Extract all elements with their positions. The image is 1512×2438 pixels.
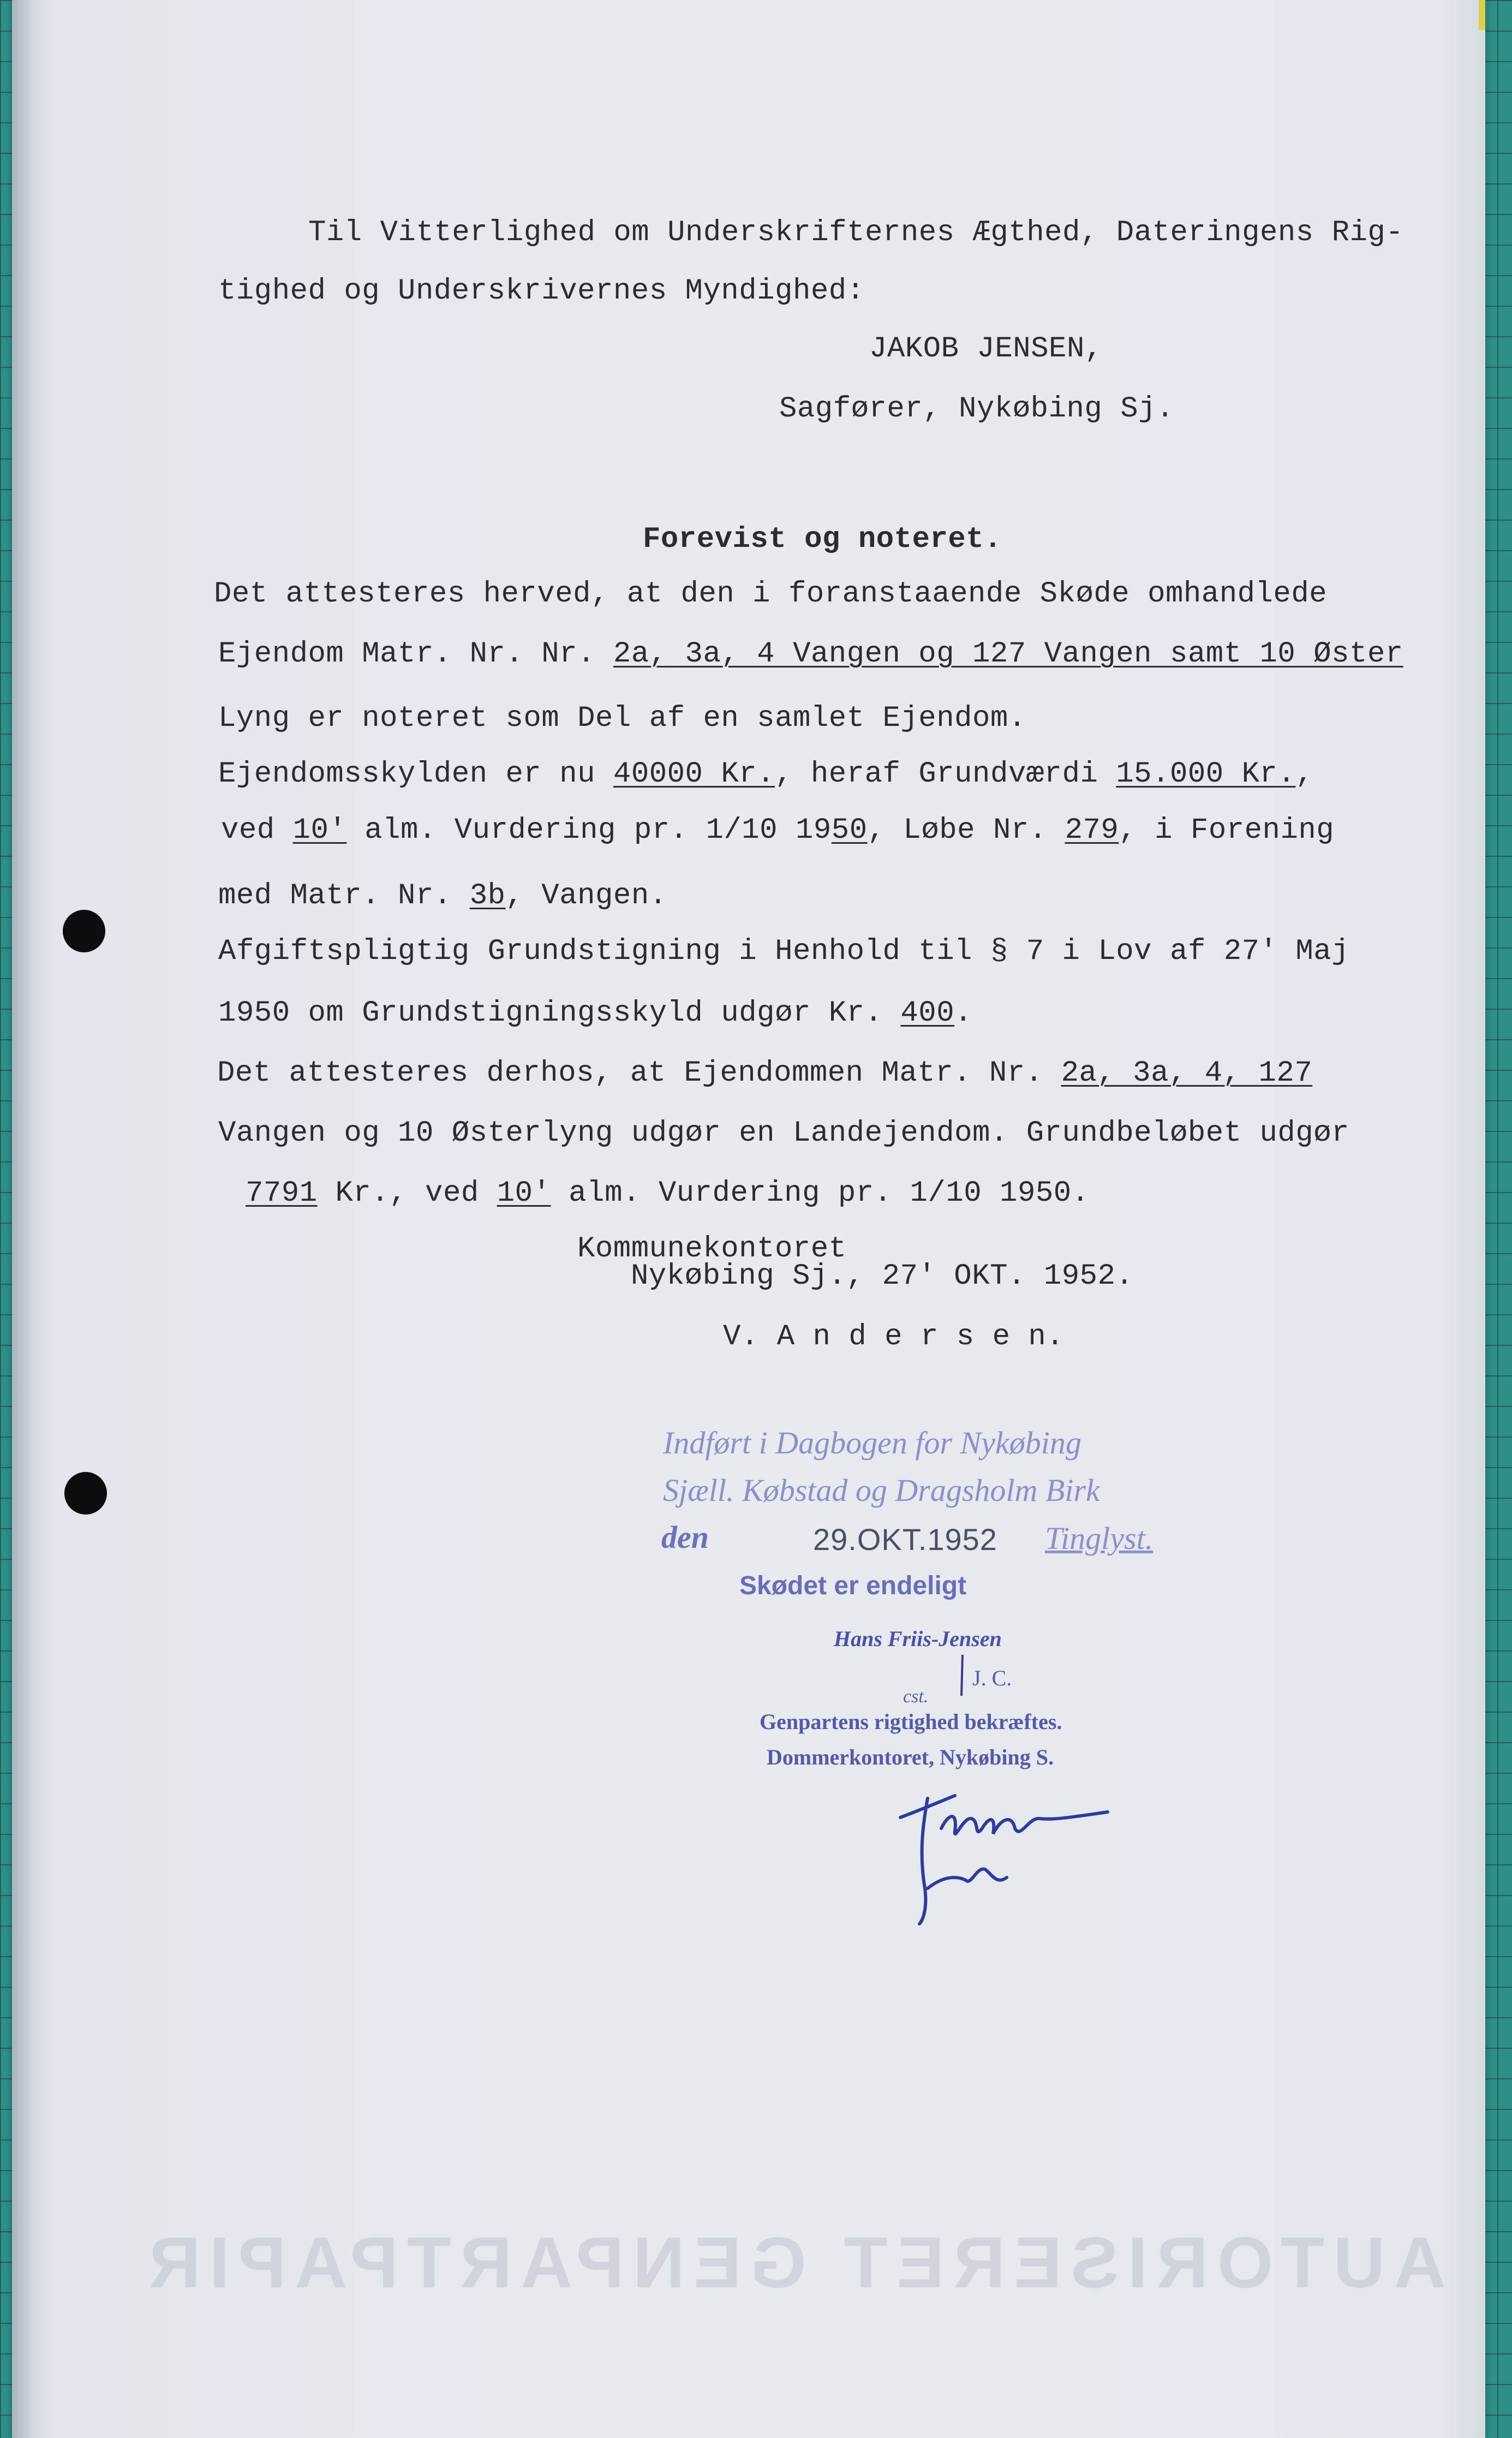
notation-heading: Forevist og noteret. xyxy=(643,523,1002,556)
stamp-cst: cst. xyxy=(903,1686,929,1707)
attestation-line-2: tighed og Underskrivernes Myndighed: xyxy=(218,275,865,308)
stamp-date: 29.OKT.1952 xyxy=(813,1522,997,1557)
punch-hole-upper xyxy=(63,910,105,952)
document-page xyxy=(12,0,1485,2438)
underlined-land-value: 15.000 Kr. xyxy=(1116,758,1296,791)
stamp-initials: J. C. xyxy=(972,1666,1012,1690)
stamp-copy-confirmation: Genpartens rigtighed bekræftes. xyxy=(760,1709,1062,1734)
text-fragment: , i Forening xyxy=(1119,814,1335,847)
stamp-judge: Hans Friis-Jensen xyxy=(834,1626,1002,1651)
underlined-parcels: 2a, 3a, 4, 127 xyxy=(1061,1057,1313,1090)
notation-p2-line1 xyxy=(218,760,1313,789)
text-fragment: , heraf Grundværdi xyxy=(775,758,1116,791)
text-fragment: , xyxy=(1295,758,1314,791)
notation-p1-line2 xyxy=(218,637,1403,671)
underlined-parcels: 2a, 3a, 4 Vangen og 127 Vangen samt 10 Øster xyxy=(613,637,1403,671)
stamp-line-1: Indført i Dagbogen for Nykøbing xyxy=(663,1425,1081,1461)
text-fragment: 1950 om Grundstigningsskyld udgør Kr. xyxy=(218,997,901,1030)
underlined-amount: 400 xyxy=(900,997,955,1030)
signature-stroke xyxy=(960,1655,965,1696)
handwritten-signature xyxy=(889,1779,1119,1927)
attestation-line-1: Til Vitterlighed om Underskrifternes Ægthed, Dateringens Rig- xyxy=(308,216,1404,249)
underlined-tax-value: 40000 Kr. xyxy=(613,758,775,791)
text-fragment: alm. Vurdering pr. 1/10 19 xyxy=(346,814,832,847)
underlined-parcel: 3b xyxy=(469,879,506,913)
witness-title: Sagfører, Nykøbing Sj. xyxy=(779,392,1174,426)
underlined-assessment-number: 10' xyxy=(497,1177,551,1210)
text-fragment: alm. Vurdering pr. 1/10 1950. xyxy=(551,1177,1090,1210)
text-fragment: , Løbe Nr. xyxy=(867,814,1065,847)
office-name: Kommunekontoret xyxy=(577,1232,847,1266)
text-fragment: Ejendomsskylden er nu xyxy=(218,758,613,791)
text-fragment: Ejendom Matr. Nr. Nr. xyxy=(218,637,613,671)
stamp-den: den xyxy=(661,1519,709,1555)
underlined-assessment-number: 10' xyxy=(292,814,347,847)
watermark-authorized-copy-paper: AUTORISERET GENPARTPAPIR xyxy=(140,2222,1446,2303)
notation-p4-line2: Vangen og 10 Østerlyng udgør en Landejendom. Grundbeløbet udgør xyxy=(218,1117,1350,1150)
witness-name: JAKOB JENSEN, xyxy=(869,332,1103,366)
text-fragment: ved xyxy=(221,814,293,847)
underlined-serial-number: 279 xyxy=(1065,814,1119,847)
text-fragment: , Vangen. xyxy=(505,879,667,913)
text-fragment: med Matr. Nr. xyxy=(218,879,470,913)
punch-hole-lower xyxy=(64,1472,107,1515)
notation-p2-line2 xyxy=(221,816,1334,845)
yellow-tab xyxy=(1479,0,1485,30)
stamp-court-office: Dommerkontoret, Nykøbing S. xyxy=(767,1745,1054,1769)
notation-p3-line2 xyxy=(218,999,972,1028)
underlined-base-amount: 7791 xyxy=(246,1177,318,1210)
notation-p3-line1: Afgiftspligtig Grundstigning i Henhold til § 7 i Lov af 27' Maj xyxy=(218,935,1350,968)
office-place-date: Nykøbing Sj., 27' OKT. 1952. xyxy=(631,1260,1134,1293)
stamp-final: Skødet er endeligt xyxy=(739,1571,967,1600)
notation-p4-line3 xyxy=(246,1179,1090,1208)
office-signer: V. A n d e r s e n. xyxy=(723,1320,1065,1354)
notation-p1-line3: Lyng er noteret som Del af en samlet Ejendom. xyxy=(218,702,1026,735)
text-fragment: Det attesteres derhos, at Ejendommen Matr. Nr. xyxy=(217,1057,1061,1090)
notation-p2-line3 xyxy=(218,881,667,911)
notation-p4-line1 xyxy=(217,1059,1312,1088)
notation-p1-line1: Det attesteres herved, at den i foranstaaende Skøde omhandlede xyxy=(214,577,1328,611)
underlined-year: 50 xyxy=(831,814,868,847)
text-fragment: . xyxy=(954,997,973,1030)
stamp-line-2: Sjæll. Købstad og Dragsholm Birk xyxy=(663,1473,1100,1508)
stamp-tinglyst: Tinglyst. xyxy=(1045,1521,1154,1556)
text-fragment: Kr., ved xyxy=(317,1177,497,1210)
